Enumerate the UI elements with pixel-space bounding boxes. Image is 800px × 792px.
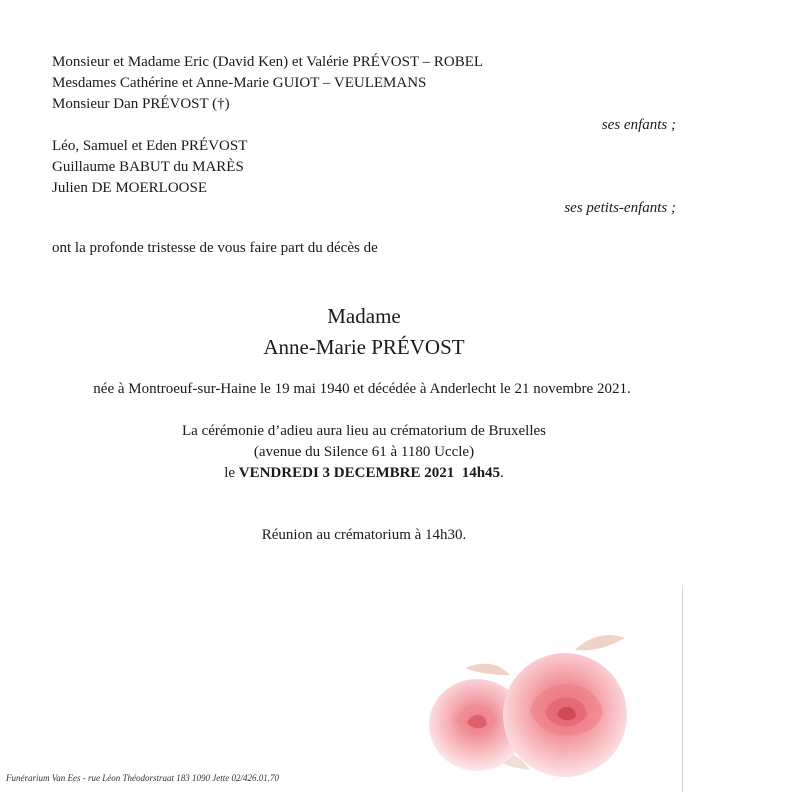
ceremony-prefix: le bbox=[224, 465, 239, 481]
birth-death-dates: née à Montroeuf-sur-Haine le 19 mai 1940 et décédée à Anderlecht le 21 novembre 2021. bbox=[93, 381, 631, 397]
family-line: Léo, Samuel et Eden PRÉVOST bbox=[52, 138, 248, 154]
ceremony-location: La cérémonie d’adieu aura lieu au crématorium de Bruxelles bbox=[182, 423, 546, 439]
ceremony-address: (avenue du Silence 61 à 1180 Uccle) bbox=[253, 444, 475, 460]
ceremony-suffix: . bbox=[500, 465, 504, 481]
reunion-text: Réunion au crématorium à 14h30. bbox=[261, 527, 467, 543]
children-label: ses enfants ; bbox=[601, 117, 676, 133]
grandchildren-label: ses petits-enfants ; bbox=[564, 200, 676, 216]
deceased-honorific: Madame bbox=[327, 304, 401, 328]
deceased-name: Anne-Marie PRÉVOST bbox=[263, 335, 465, 359]
funeral-home-footer: Funérarium Van Ees - rue Léon Théodorstraat 183 1090 Jette 02/426.01.70 bbox=[6, 773, 279, 783]
ceremony-date: VENDREDI 3 DECEMBRE 2021 14h45 bbox=[238, 465, 501, 481]
roses-illustration bbox=[425, 630, 695, 792]
family-line: Julien DE MOERLOOSE bbox=[52, 180, 207, 196]
announcement-text: ont la profonde tristesse de vous faire part du décès de bbox=[52, 240, 378, 256]
family-line: Mesdames Cathérine et Anne-Marie GUIOT – VEULEMANS bbox=[52, 75, 427, 91]
family-line: Monsieur Dan PRÉVOST (†) bbox=[52, 96, 230, 112]
family-line: Guillaume BABUT du MARÈS bbox=[52, 159, 244, 175]
family-line: Monsieur et Madame Eric (David Ken) et Valérie PRÉVOST – ROBEL bbox=[52, 54, 484, 70]
ceremony-datetime bbox=[0, 463, 728, 483]
